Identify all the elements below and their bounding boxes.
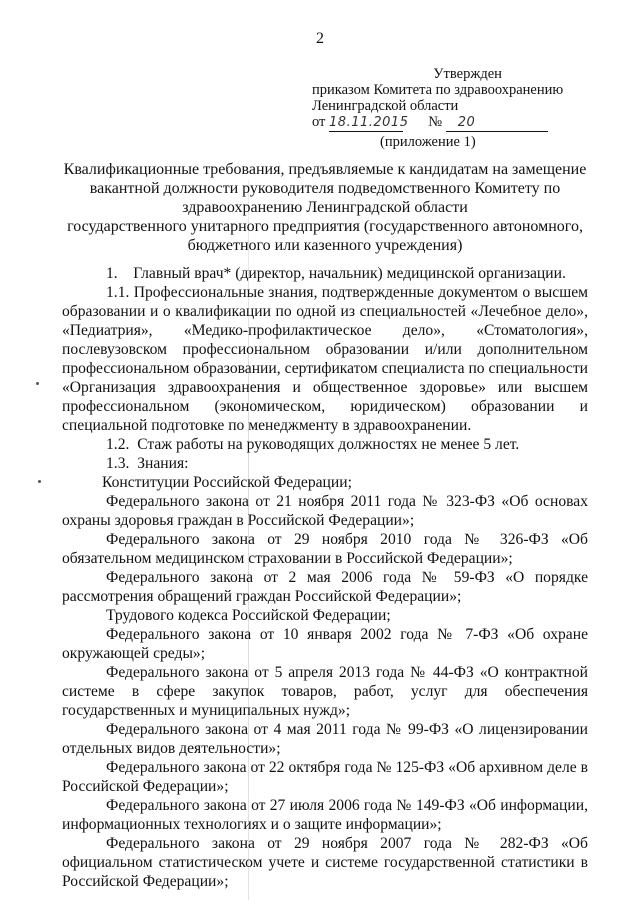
title-line: бюджетного или казенного учреждения) [187, 237, 463, 254]
number-prefix: № [428, 114, 443, 130]
approval-line-3: Ленинградской области [312, 98, 459, 114]
title-line: вакантной должности руководителя подведомственного Комитету по [89, 180, 561, 197]
title-line: здравоохранению Ленинградской области [182, 199, 468, 216]
handwritten-number: 20 [457, 115, 476, 130]
paragraph: 1. Главный врач* (директор, начальник) медицинской организации. [106, 265, 566, 282]
document-title [62, 160, 588, 255]
paragraph: Федерального закона от 21 ноября 2011 года № 323-ФЗ «Об основах охраны здоровья граждан в Российской Федерации»; [62, 493, 588, 529]
paragraph: 1.1. Профессиональные знания, подтвержденные документом о высшем образовании и о квалификации по одной из специальностей «Лечебное дело», «Педиатрия», «Медико-профилактическое дело», «Стоматология», послевузовском профессиональном образовании и/или дополнительном профессиональном образовании, сертификатом специалиста по специальности «Организация здравоохранения и общественное здоровье» или высшем профессиональном (экономическом, юридическом) образовании и специальной подготовке по менеджменту в здравоохранении. [62, 284, 588, 434]
paragraph: Федерального закона от 22 октября года № 125-ФЗ «Об архивном деле в Российской Федерации»; [62, 759, 588, 795]
paragraph: Конституции Российской Федерации; [102, 474, 352, 491]
approval-line-1: Утвержден [433, 66, 502, 82]
scan-dot-mark [36, 382, 39, 385]
date-prefix: от [312, 114, 326, 130]
document-body [62, 264, 588, 891]
paragraph: 1.2. Стаж работы на руководящих должностях не менее 5 лет. [106, 436, 520, 453]
paragraph: Федерального закона от 27 июля 2006 года № 149-ФЗ «Об информации, информационных технологиях и о защите информации»; [62, 797, 588, 833]
approval-block [312, 66, 563, 150]
number-field [446, 114, 548, 132]
paragraph: Федерального закона от 4 мая 2011 года № 99-ФЗ «О лицензировании отдельных видов деятельности»; [62, 721, 588, 757]
approval-line-2: приказом Комитета по здравоохранению [312, 82, 564, 98]
paragraph: Федерального закона от 5 апреля 2013 года № 44-ФЗ «О контрактной системе в сфере закупок товаров, работ, услуг для обеспечения государственных и муниципальных нужд»; [62, 664, 588, 719]
paragraph: Трудового кодекса Российской Федерации; [106, 607, 391, 624]
page-number: 2 [316, 30, 324, 47]
date-field [329, 114, 409, 132]
title-line: государственного унитарного предприятия (государственного автономного, [67, 218, 583, 235]
paragraph: Федерального закона от 2 мая 2006 года № 59-ФЗ «О порядке рассмотрения обращений граждан Российской Федерации»; [62, 569, 588, 605]
paragraph: Федерального закона от 29 ноября 2007 года № 282-ФЗ «Об официальном статистическом учете и системе государственной статистики в Российской Федерации»; [62, 835, 588, 890]
handwritten-date: 18.11.2015 [329, 115, 409, 130]
paragraph: Федерального закона от 29 ноября 2010 года № 326-ФЗ «Об обязательном медицинском страховании в Российской Федерации»; [62, 531, 588, 567]
annex-label: (приложение 1) [380, 134, 476, 150]
paragraph: 1.3. Знания: [106, 455, 189, 472]
approval-order-line [312, 114, 563, 132]
title-line: Квалификационные требования, предъявляемые к кандидатам на замещение [63, 161, 587, 178]
scan-dot-mark [38, 480, 41, 483]
paragraph: Федерального закона от 10 января 2002 года № 7-ФЗ «Об охране окружающей среды»; [62, 626, 588, 662]
